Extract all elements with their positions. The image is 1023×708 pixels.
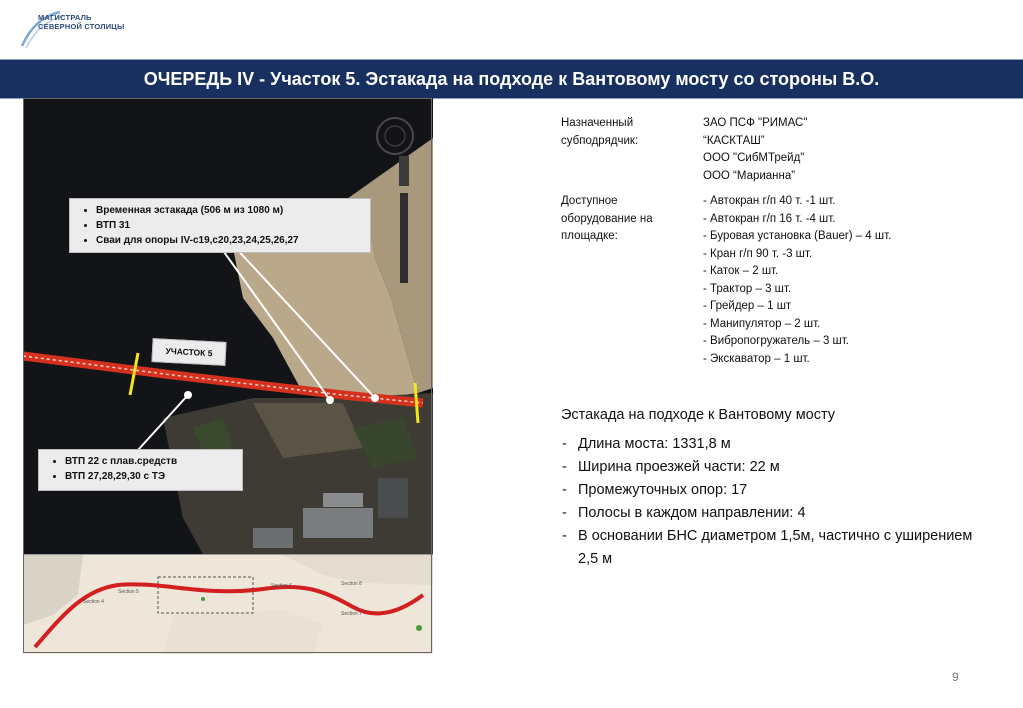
equipment-label-line: Доступное	[561, 195, 618, 207]
callout-works-item: • Сваи для опоры IV-с19,с20,23,24,25,26,27	[96, 233, 362, 248]
callout-floating-item: • ВТП 22 с плав.средств	[65, 454, 234, 469]
callout-floating	[38, 449, 243, 491]
equipment-item: - Буровая установка (Bauer) – 4 шт.	[703, 228, 1003, 246]
bridge-fact: - Промежуточных опор: 17	[561, 479, 981, 502]
equipment-item: - Экскаватор – 1 шт.	[703, 351, 1003, 369]
map-label: Section 4	[83, 599, 104, 605]
map-label: Section 6	[271, 583, 292, 589]
subcontractor-item: ЗАО ПСФ "РИМАС"	[703, 117, 808, 129]
subcontractor-item: “КАСКТАШ”	[703, 134, 765, 147]
equipment-item: - Автокран г/п 16 т. -4 шт.	[703, 211, 1003, 229]
company-logo	[20, 8, 140, 50]
logo-text	[38, 13, 125, 31]
map-label: Section 5	[118, 589, 139, 595]
equipment-label-line: площадке:	[561, 230, 618, 242]
callout-works-item: • ВТП 31	[96, 218, 362, 233]
callout-works-item: • Временная эстакада (506 м из 1080 м)	[96, 203, 362, 218]
subcontractor-label-line: Назначенный	[561, 117, 634, 129]
page-number: 9	[952, 670, 959, 684]
equipment-label-line: оборудование на	[561, 212, 653, 225]
subcontractor-list	[703, 115, 1003, 185]
section-label: УЧАСТОК 5	[151, 338, 226, 366]
slide-title: ОЧЕРЕДЬ IV - Участок 5. Эстакада на подходе к Вантовому мосту со стороны В.О.	[0, 59, 1023, 99]
route-map	[23, 554, 433, 654]
subcontractor-label-line: субподрядчик:	[561, 134, 639, 147]
equipment-item: - Кран г/п 90 т. -3 шт.	[703, 246, 1003, 264]
callout-works	[69, 198, 371, 253]
bridge-fact: - Ширина проезжей части: 22 м	[561, 456, 981, 479]
equipment-item: - Автокран г/п 40 т. -1 шт.	[703, 193, 1003, 211]
subcontractor-item: ООО "СибМТрейд"	[703, 152, 805, 164]
route-map-drawing	[23, 555, 433, 654]
logo-line-1: МАГИСТРАЛЬ	[38, 13, 92, 22]
equipment-item: - Трактор – 3 шт.	[703, 281, 1003, 299]
equipment-item: - Грейдер – 1 шт	[703, 298, 1003, 316]
subcontractor-item: ООО “Марианна”	[703, 169, 796, 182]
equipment-item: - Вибропогружатель – 3 шт.	[703, 333, 1003, 351]
map-label: Section 7	[341, 611, 362, 617]
equipment-item: - Манипулятор – 2 шт.	[703, 316, 1003, 334]
bridge-fact: - В основании БНС диаметром 1,5м, частично с уширением 2,5 м	[561, 525, 981, 571]
callout-floating-item: • ВТП 27,28,29,30 с ТЭ	[65, 469, 234, 484]
subcontractor-label	[561, 115, 691, 150]
bridge-fact: - Полосы в каждом направлении: 4	[561, 502, 981, 525]
logo-line-2: СЕВЕРНОЙ СТОЛИЦЫ	[38, 22, 125, 31]
equipment-label	[561, 193, 691, 246]
bridge-facts	[561, 404, 981, 571]
equipment-item: - Каток – 2 шт.	[703, 263, 1003, 281]
bridge-fact: - Длина моста: 1331,8 м	[561, 433, 981, 456]
equipment-list	[703, 193, 1003, 368]
bridge-title: Эстакада на подходе к Вантовому мосту	[561, 407, 836, 423]
map-label: Section 8	[341, 581, 362, 587]
